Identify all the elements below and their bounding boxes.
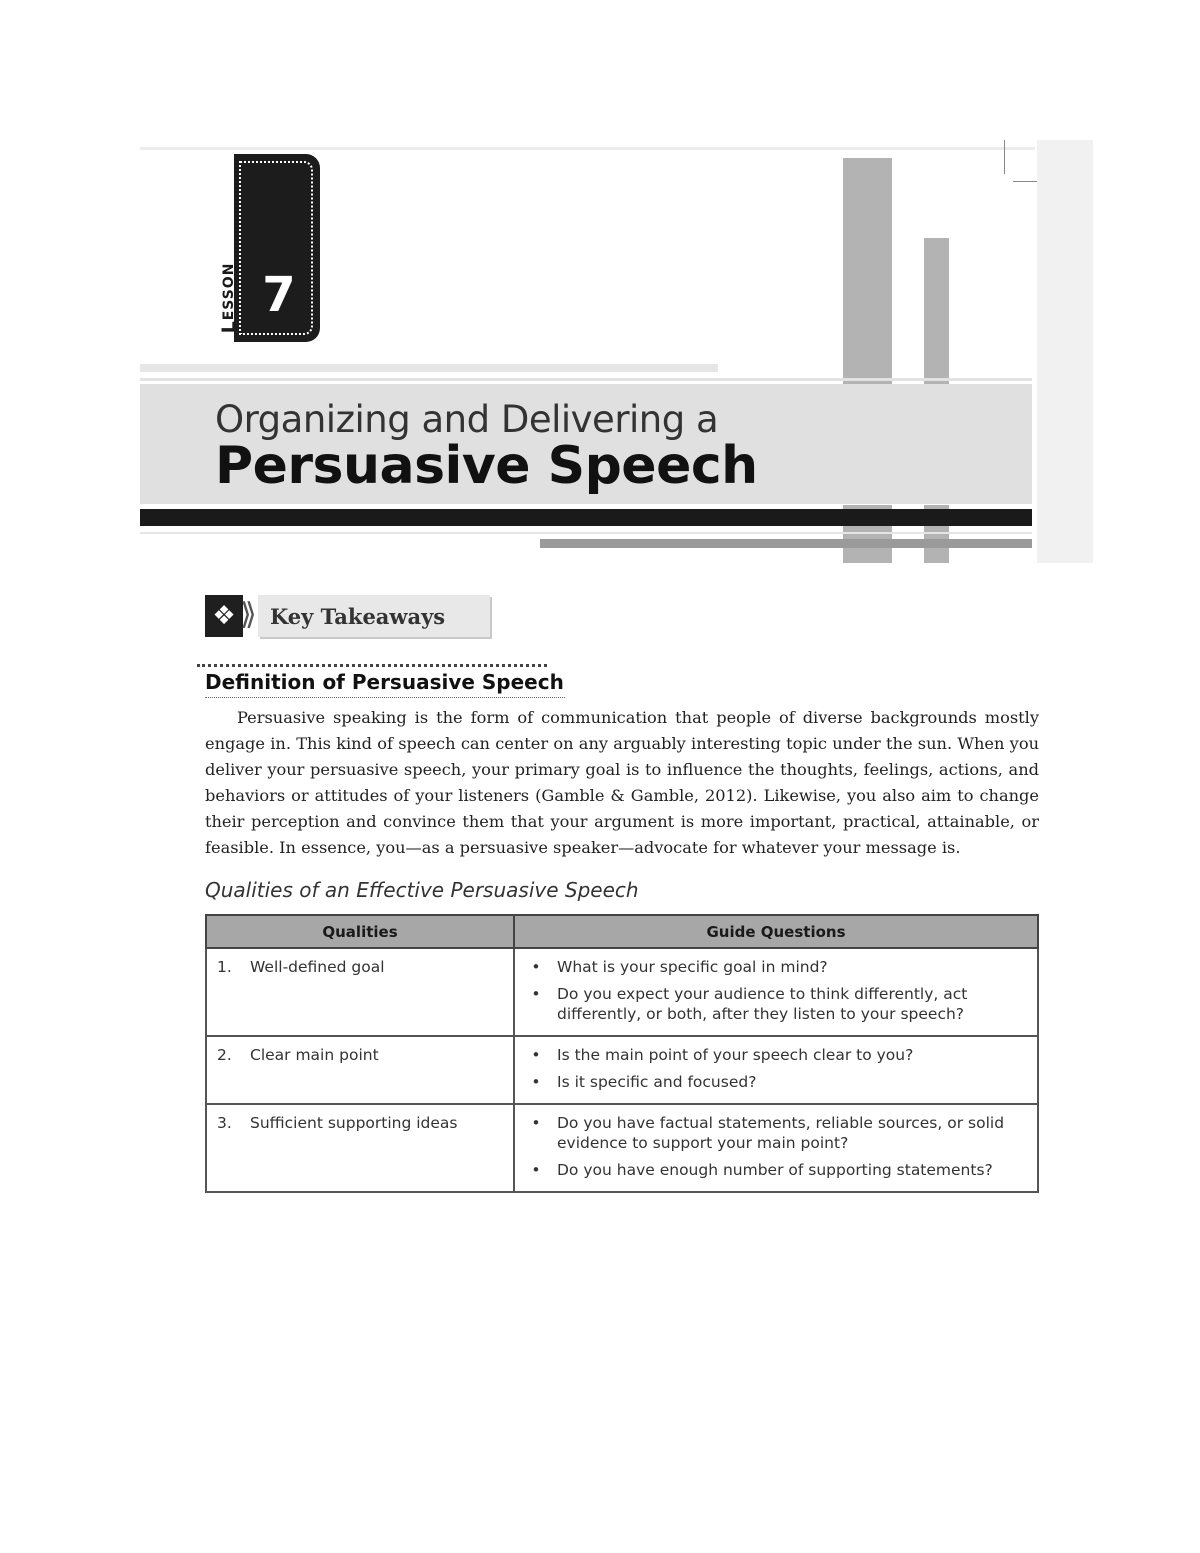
decorative-bar (843, 158, 892, 384)
bullet-icon: • (531, 1073, 541, 1091)
table-row (206, 948, 1038, 1036)
section-heading: Definition of Persuasive Speech (205, 670, 564, 694)
double-chevron-icon: ⟫ (240, 597, 257, 632)
guide-questions-cell (514, 1036, 1038, 1104)
decorative-bar (924, 238, 949, 384)
section-divider (205, 697, 565, 698)
list-item (515, 1158, 1037, 1185)
bullet-icon: • (531, 1161, 541, 1179)
right-margin-panel (1037, 140, 1093, 563)
table-row (206, 1104, 1038, 1192)
crop-mark (1004, 140, 1005, 174)
guide-question: What is your specific goal in mind? (557, 958, 828, 976)
list-item (515, 1111, 1037, 1158)
decorative-line (140, 364, 718, 372)
decorative-line (140, 378, 1032, 381)
guide-questions-cell (514, 1104, 1038, 1192)
table-row (206, 1036, 1038, 1104)
lesson-label: L ESSON (218, 262, 240, 334)
quality-cell (206, 1104, 514, 1192)
list-item (515, 982, 1037, 1029)
quality-label: Well-defined goal (250, 958, 385, 976)
quality-number: 1. (217, 958, 232, 976)
column-header-guide-questions: Guide Questions (514, 915, 1038, 948)
guide-question: Do you expect your audience to think differently, act differently, or both, after they listen to your speech? (557, 985, 968, 1023)
quality-number: 3. (217, 1114, 232, 1132)
list-item (515, 1070, 1037, 1097)
lesson-number: 7 (262, 267, 296, 323)
column-header-qualities: Qualities (206, 915, 514, 948)
guide-question: Is it specific and focused? (557, 1073, 757, 1091)
key-takeaways-label: Key Takeaways (270, 604, 446, 629)
table-caption: Qualities of an Effective Persuasive Speech (205, 878, 639, 902)
qualities-table (205, 914, 1039, 1193)
bullet-icon: • (531, 1046, 541, 1064)
lesson-title-line1: Organizing and Delivering a (215, 398, 719, 441)
quality-cell (206, 948, 514, 1036)
quality-label: Clear main point (250, 1046, 379, 1064)
guide-question: Is the main point of your speech clear to you? (557, 1046, 914, 1064)
guide-questions-cell (514, 948, 1038, 1036)
decorative-line (140, 532, 1032, 534)
table-header-row (206, 915, 1038, 948)
title-underline-bar (140, 509, 1032, 526)
top-rule (140, 147, 1035, 150)
bullet-icon: • (531, 985, 541, 1003)
guide-question: Do you have enough number of supporting statements? (557, 1161, 993, 1179)
diamond-cluster-icon: ❖ (212, 601, 236, 631)
decorative-bar (540, 539, 1032, 548)
guide-question: Do you have factual statements, reliable sources, or solid evidence to support your main point? (557, 1114, 1005, 1152)
list-item (515, 1043, 1037, 1070)
bullet-icon: • (531, 1114, 541, 1132)
quality-label: Sufficient supporting ideas (250, 1114, 458, 1132)
lesson-title-line2: Persuasive Speech (215, 436, 758, 496)
crop-mark (1013, 181, 1037, 182)
quality-number: 2. (217, 1046, 232, 1064)
section-divider (197, 664, 547, 667)
bullet-icon: • (531, 958, 541, 976)
definition-paragraph: Persuasive speaking is the form of communication that people of diverse backgrounds mostly engage in. This kind of speech can center on any arguably interesting topic under the sun. When you deliver your persuasive speech, your primary goal is to influence the thoughts, feelings, actions, and behaviors or attitudes of your listeners (Gamble & Gamble, 2012). Likewise, you also aim to change their perception and convince them that your argument is more important, practical, attainable, or feasible. In essence, you—as a persuasive speaker—advocate for whatever your message is. (205, 708, 1039, 858)
list-item (515, 955, 1037, 982)
quality-cell (206, 1036, 514, 1104)
